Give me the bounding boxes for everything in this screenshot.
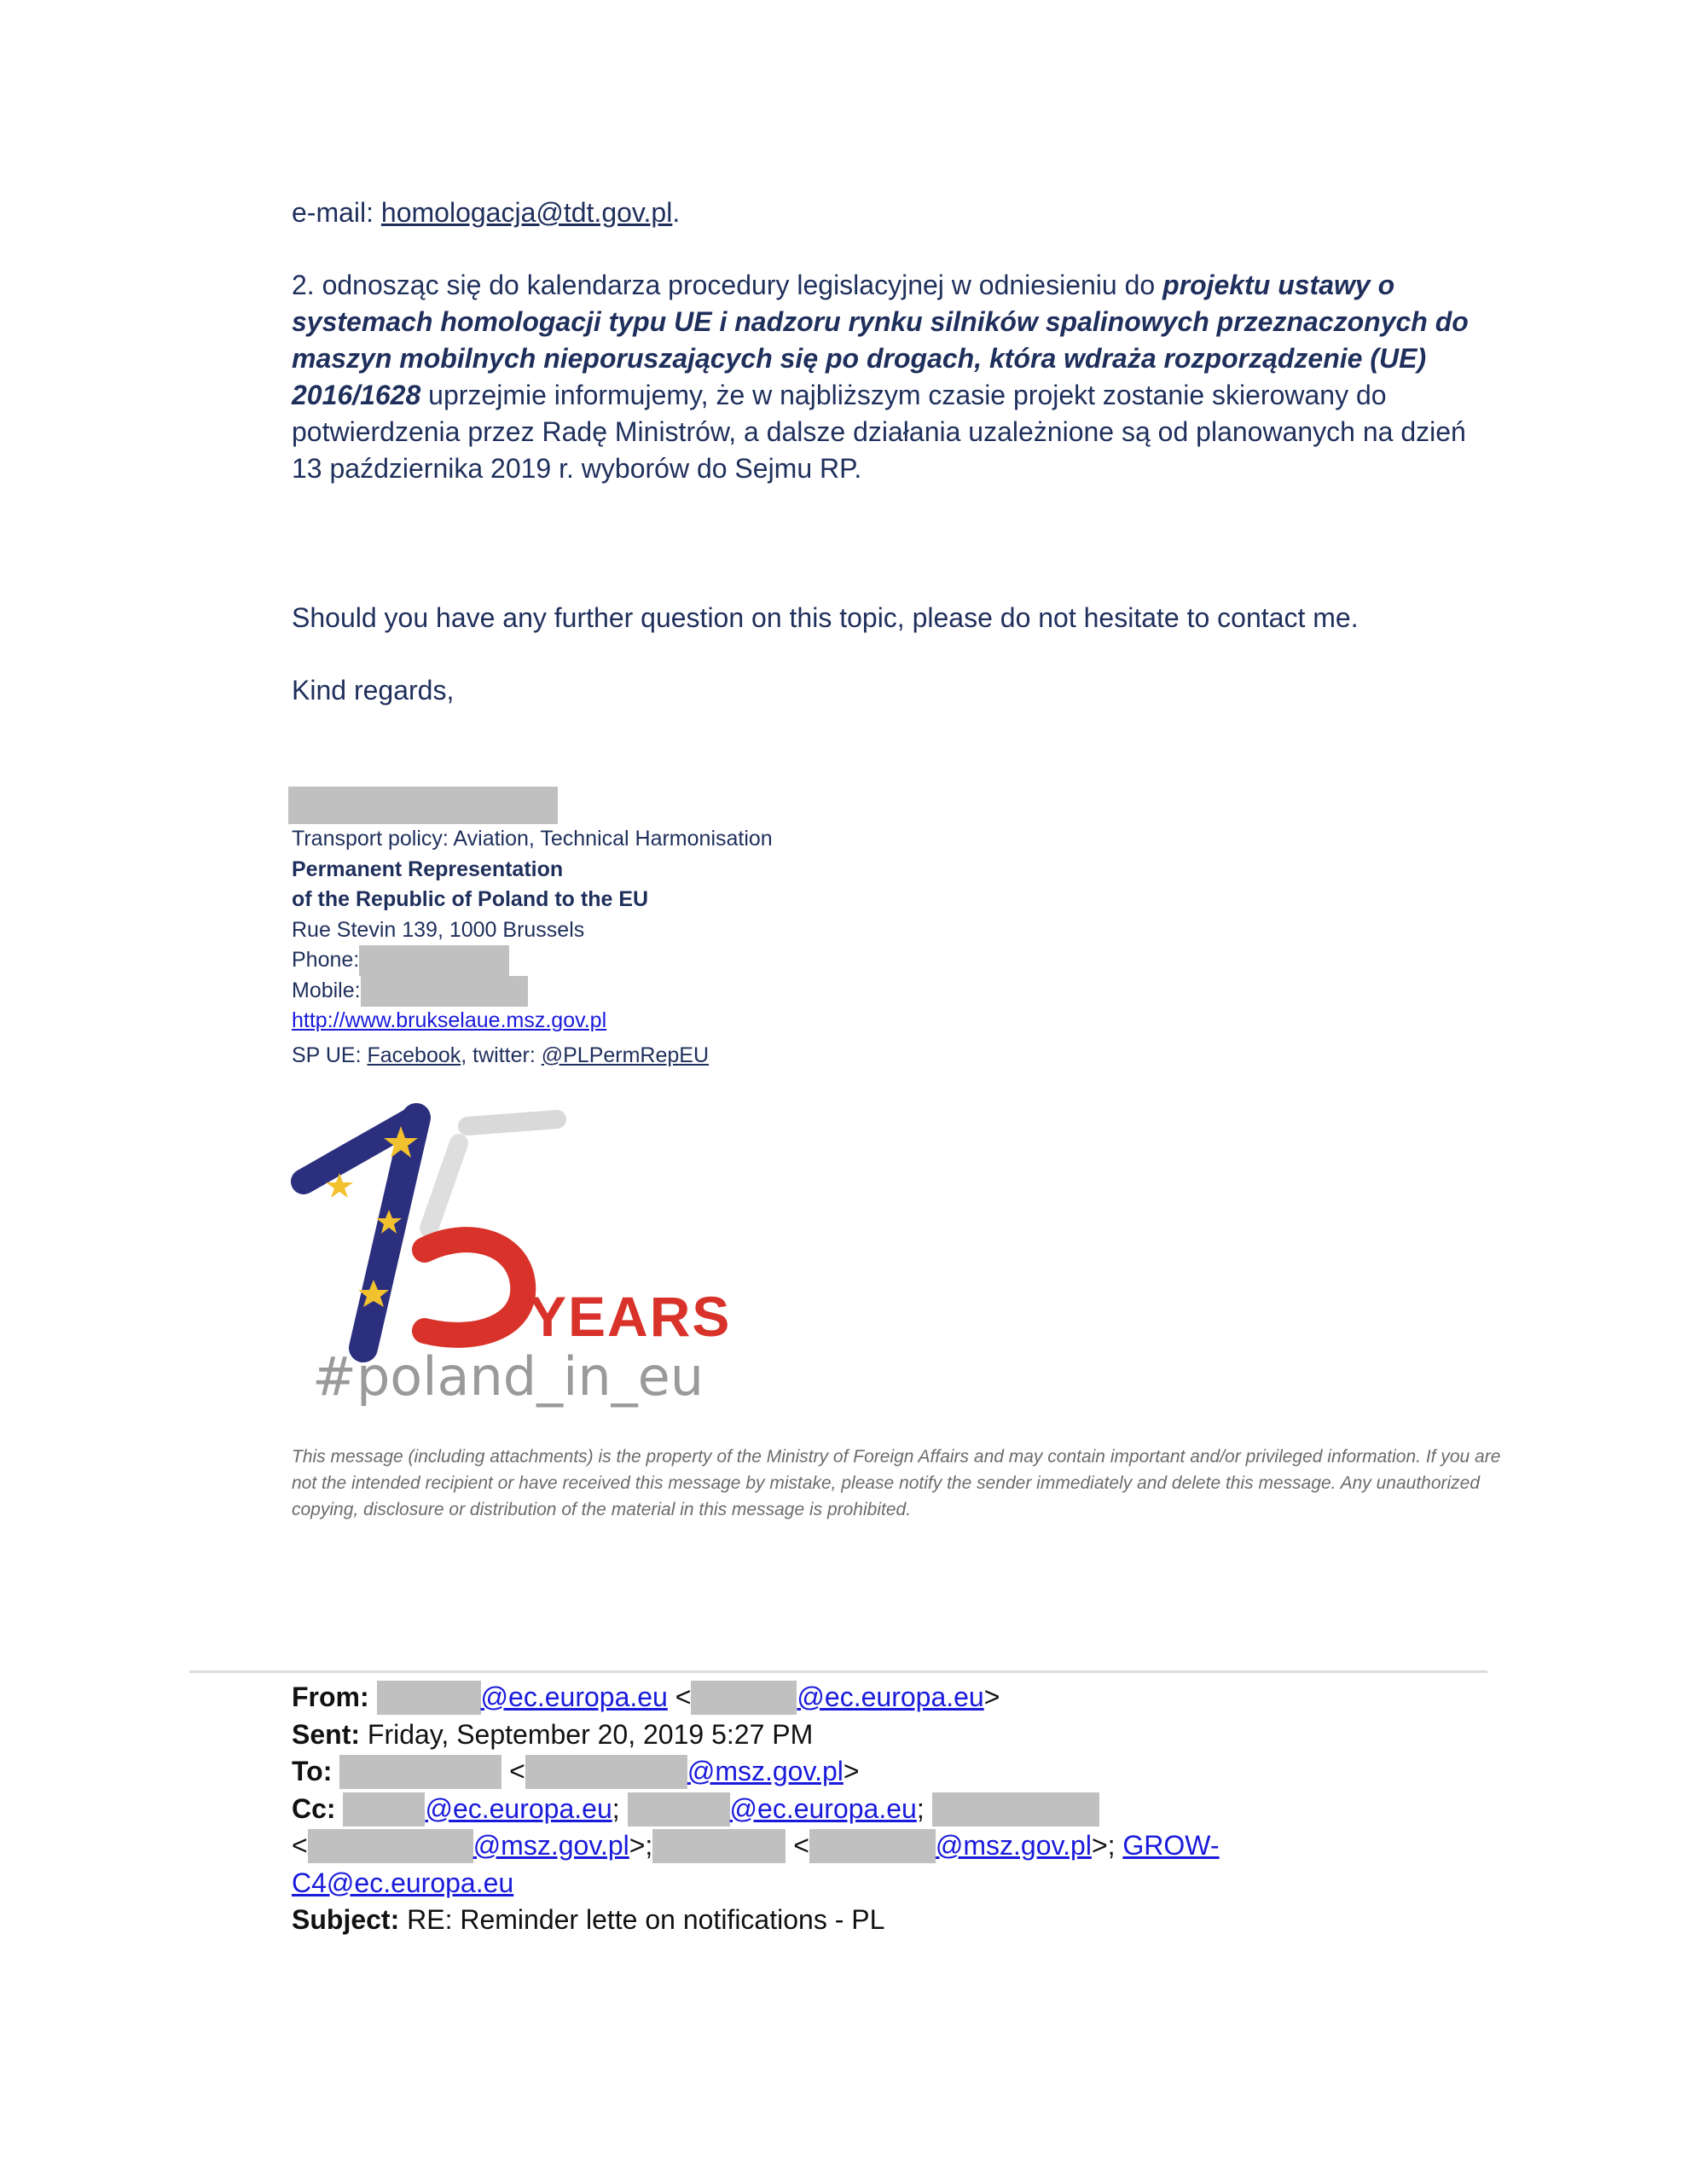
cc-row [292,1791,1503,1828]
to-label: To: [292,1756,333,1786]
from-label: From: [292,1682,369,1712]
redacted-cc-name-4 [652,1829,786,1863]
redacted-cc-name-2 [628,1792,730,1827]
facebook-link[interactable]: Facebook [367,1043,461,1067]
legal-disclaimer: This message (including attachments) is the property of the Ministry of Foreign Affairs and may contain important and/or privileged information. If you are not the intended recipient or have received this message by mistake, please notify the sender immediately and delete this message. Any unauthorized copying, disclosure or distribution of the material in this message is prohibited. [292,1447,1501,1519]
signature-address: Rue Stevin 139, 1000 Brussels [292,917,585,942]
hashtag-text: #poland_in_eu [312,1345,704,1408]
redacted-cc-address-4 [809,1829,936,1863]
social-row [292,1041,773,1072]
from-row [292,1679,1503,1716]
cc-sep: ; [612,1792,620,1824]
phone-label: Phone: [292,948,360,972]
email-label: e-mail: [292,197,381,228]
from-lt: < [667,1682,692,1712]
from-address-link[interactable]: @ec.europa.eu [797,1682,984,1712]
to-lt: < [501,1756,525,1786]
paragraph-intro: 2. odnosząc się do kalendarza procedury legislacyjnej w odniesieniu do [292,270,1163,300]
redacted-sender-name [288,787,558,824]
regulation-number: 2016/1628 [292,380,421,410]
subject-label: Subject: [292,1904,400,1935]
cc-sep: ; [916,1792,925,1824]
cc-email-link-3[interactable]: @msz.gov.pl [472,1830,629,1861]
kind-regards-text: Kind regards, [292,675,455,706]
redacted-from-name [377,1681,481,1715]
redacted-to-address [525,1755,687,1789]
signature-block [292,787,773,1071]
sent-row [292,1716,1503,1754]
cc-sep: >; [629,1830,653,1861]
cc-lt: < [786,1830,809,1861]
signature-org-line1: Permanent Representation [292,857,564,881]
sent-value: Friday, September 20, 2019 5:27 PM [360,1718,814,1750]
redacted-cc-address-3 [308,1829,473,1863]
cc-email-link-2[interactable]: @ec.europa.eu [729,1792,917,1824]
message-divider [189,1670,1487,1673]
subject-value: RE: Reminder lette on notifications - PL [399,1904,885,1935]
to-email-link[interactable]: @msz.gov.pl [687,1756,844,1786]
paragraph-rest: uprzejmie informujemy, że w najbliższym czasie projekt zostanie skierowany do potwierdzenia przez Radę Ministrów, a dalsze działania uzależnione są od planowanych na dzień 13 października 2019 r. wyborów do Sejmu RP. [292,380,1466,484]
from-email-link[interactable]: @ec.europa.eu [480,1682,668,1712]
cc-email-link-1[interactable]: @ec.europa.eu [425,1792,612,1824]
subject-row [292,1902,1503,1939]
homologacja-email-link[interactable]: homologacja@tdt.gov.pl [380,197,673,228]
forwarded-message-header [292,1679,1503,1939]
from-gt: > [983,1682,1000,1712]
further-questions-text: Should you have any further question on this topic, please do not hesitate to contact me. [292,602,1359,633]
redacted-from-address [691,1681,797,1715]
twitter-label: , twitter: [461,1043,542,1067]
cc-sep: >; [1091,1830,1123,1861]
sent-label: Sent: [292,1718,360,1750]
website-link[interactable]: http://www.brukselaue.msz.gov.pl [292,1008,607,1032]
twitter-link[interactable]: @PLPermRepEU [541,1043,710,1067]
signature-mobile-row [292,976,773,1007]
email-contact-line [292,195,680,231]
cc-row-wrap [292,1865,1503,1902]
signature-org-line2: of the Republic of Poland to the EU [292,887,649,911]
cc-row-continued [292,1827,1503,1865]
redacted-cc-name-1 [343,1792,425,1827]
redacted-phone [359,945,509,976]
social-prefix: SP UE: [292,1043,368,1067]
email-trailing: . [672,197,681,228]
bill-title: projektu ustawy o systemach homologacji typu UE i nadzoru rynku silników spalinowych przeznaczonych do maszyn mobilnych nieporuszających się po drogach, która wdraża rozporządzenie (UE) [292,270,1469,374]
signature-role: Transport policy: Aviation, Technical Harmonisation [292,827,773,851]
redacted-to-name [339,1755,501,1789]
to-row [292,1753,1503,1791]
years-text: YEARS [529,1285,732,1348]
cc-label: Cc: [292,1792,336,1824]
redacted-mobile [361,976,528,1007]
signature-phone-row [292,945,773,976]
grow-c4-email-link[interactable]: GROW- [1122,1830,1220,1861]
number-one-graphic [304,1118,418,1348]
redacted-cc-name-3 [932,1792,1099,1827]
paragraph-legislative-procedure [292,267,1503,487]
cc-lt: < [292,1830,308,1861]
grow-c4-email-link-continued[interactable]: C4@ec.europa.eu [292,1867,514,1898]
poland-in-eu-15-years-logo [288,1101,774,1408]
to-gt: > [843,1756,860,1786]
mobile-label: Mobile: [292,978,361,1002]
cc-email-link-4[interactable]: @msz.gov.pl [935,1830,1092,1861]
